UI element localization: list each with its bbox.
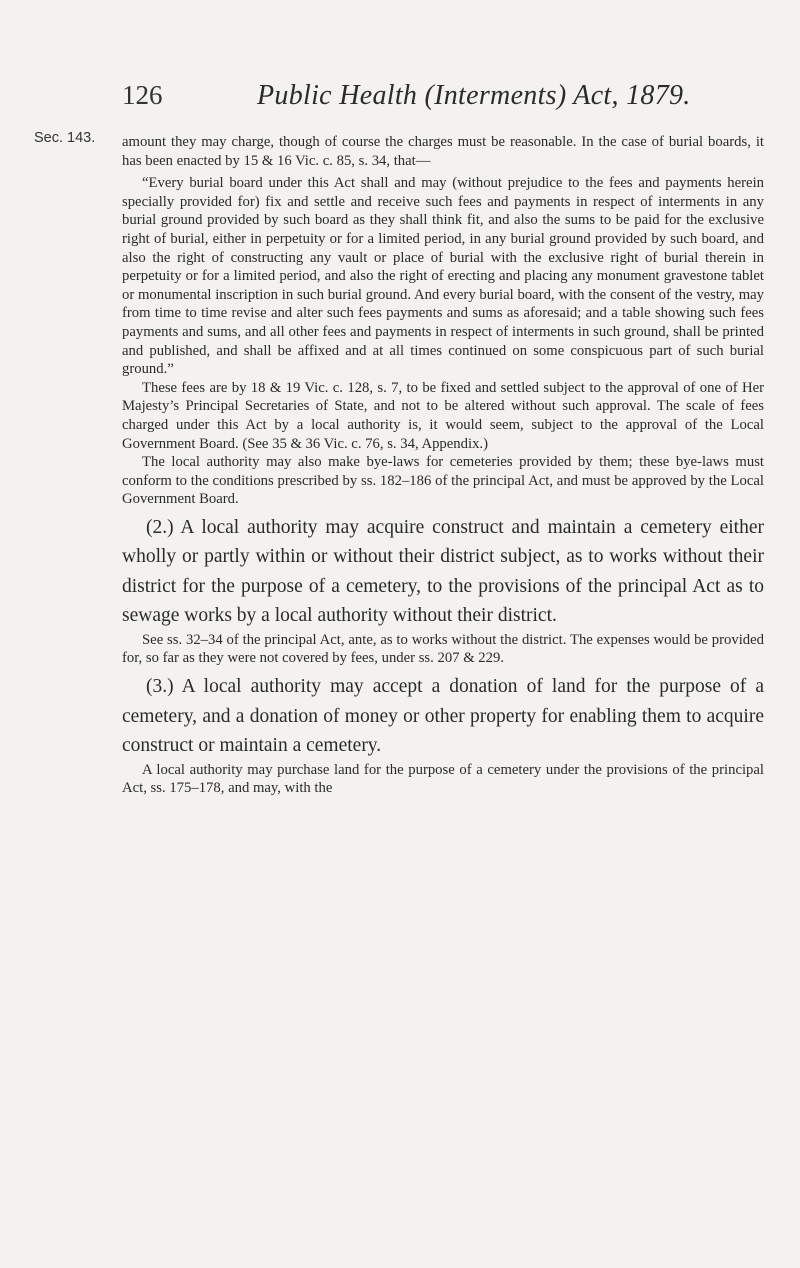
page-number: 126 (122, 80, 163, 110)
running-head: Public Health (Interments) Act, 1879. (257, 80, 691, 111)
paragraph-quotation: “Every burial board under this Act shall and may (without prejudice to the fees and payments herein specially provided for) fix and settle and receive such fees and payments in respect of interments in any burial ground provided by such board as they shall think fit, and also the sums to be paid for the exclusive right of burial, either in perpetuity or for a limited period, in any burial ground provided by such board, and also the right of constructing any vault or place of burial with the exclusive right of burial therein in perpetuity or for a limited period, and also the right of erecting and placing any monument gravestone tablet or monumental inscription in such burial ground. And every burial board, with the consent of the vestry, may from time to time revise and alter such fees payments and sums as aforesaid; and a table showing such fees payments and sums, and all other fees and payments in respect of interments in such ground, shall be printed and published, and shall be affixed and at all times continued on some conspicuous part of such burial ground.” (122, 175, 764, 378)
paragraph-fees: These fees are by 18 & 19 Vic. c. 128, s. 7, to be fixed and settled subject to the approval of one of Her Majesty’s Principal Secretaries of State, and not to be altered without such approval. The scale of fees charged under this Act by a local authority is, it would seem, subject to the approval of the Local Government Board. (See 35 & 36 Vic. c. 76, s. 34, Appendix.) (122, 379, 764, 452)
subsection-2: (2.) A local authority may acquire construct and maintain a cemetery either wholly or partly within or without their district subject, as to works without their district for the purpose of a cemetery, to the provisions of the principal Act as to sewage works by a local authority without their district. (122, 516, 764, 627)
section-margin-note: Sec. 143. (34, 130, 96, 146)
body-text (122, 133, 764, 798)
paragraph-intro: amount they may charge, though of course the charges must be reasonable. In the case of burial boards, it has been enacted by 15 & 16 Vic. c. 85, s. 34, that— (122, 134, 764, 169)
paragraph-bye-laws: The local authority may also make bye-laws for cemeteries provided by them; these bye-laws must conform to the conditions prescribed by ss. 182–186 of the principal Act, and must be approved by the Local Government Board. (122, 454, 764, 508)
paragraph-note-3: A local authority may purchase land for the purpose of a cemetery under the provisions of the principal Act, ss. 175–178, and may, with the (122, 761, 764, 797)
page-header (0, 80, 800, 120)
subsection-3: (3.) A local authority may accept a donation of land for the purpose of a cemetery, and a donation of money or other property for enabling them to acquire construct or maintain a cemetery. (122, 676, 764, 757)
paragraph-note-2: See ss. 32–34 of the principal Act, ante, as to works without the district. The expenses would be provided for, so far as they were not covered by fees, under ss. 207 & 229. (122, 631, 764, 667)
